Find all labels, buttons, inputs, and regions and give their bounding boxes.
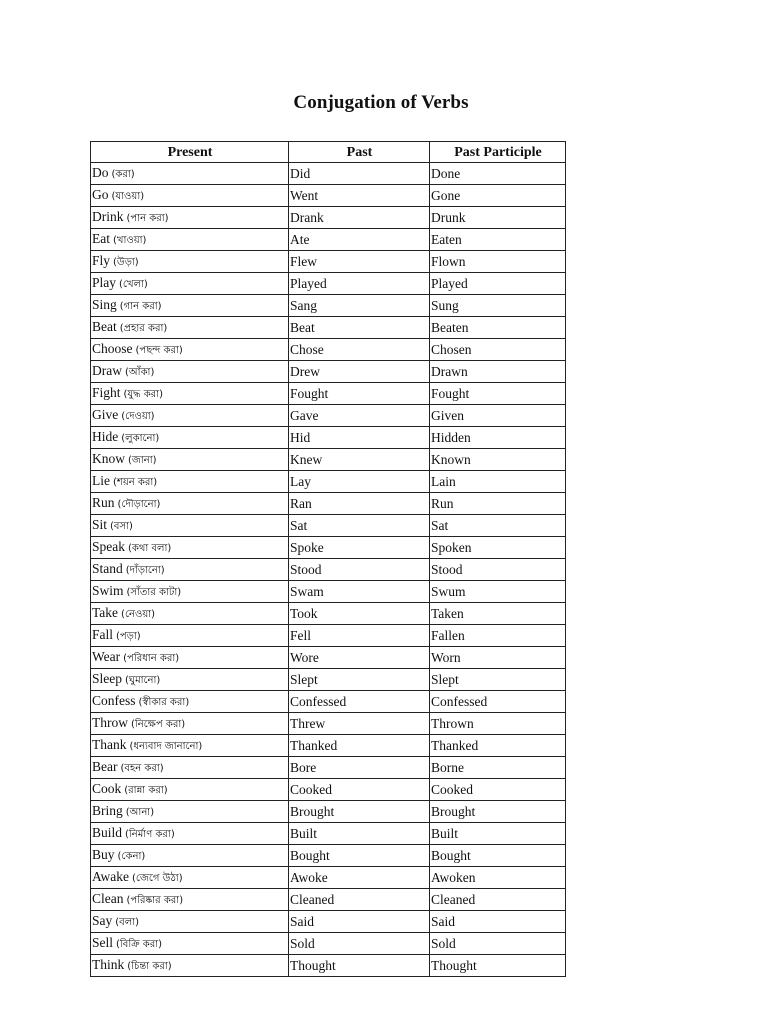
- present-verb: Know: [92, 451, 125, 466]
- present-cell: [91, 339, 289, 361]
- present-cell: [91, 713, 289, 735]
- bengali-meaning: (নির্মাণ করা): [125, 829, 175, 840]
- present-verb: Throw: [92, 715, 128, 730]
- present-cell: [91, 823, 289, 845]
- past-participle-cell: Borne: [430, 757, 566, 779]
- past-participle-cell: Thrown: [430, 713, 566, 735]
- present-verb: Say: [92, 913, 113, 928]
- bengali-meaning: (কেনা): [117, 851, 146, 862]
- present-cell: [91, 625, 289, 647]
- bengali-meaning: (বিক্রি করা): [116, 939, 163, 950]
- table-row: [91, 295, 566, 317]
- present-verb: Fall: [92, 627, 114, 642]
- bengali-meaning: (উড়া): [113, 257, 139, 268]
- past-participle-cell: Said: [430, 911, 566, 933]
- past-cell: Hid: [289, 427, 430, 449]
- present-verb: Confess: [92, 693, 136, 708]
- past-cell: Drew: [289, 361, 430, 383]
- present-verb: Do: [92, 165, 109, 180]
- past-cell: Sat: [289, 515, 430, 537]
- table-row: [91, 207, 566, 229]
- past-cell: Took: [289, 603, 430, 625]
- past-cell: Bought: [289, 845, 430, 867]
- table-row: [91, 625, 566, 647]
- table-row: [91, 339, 566, 361]
- bengali-meaning: (ধন্যবাদ জানানো): [129, 741, 203, 752]
- present-cell: [91, 757, 289, 779]
- past-cell: Chose: [289, 339, 430, 361]
- past-cell: Ran: [289, 493, 430, 515]
- present-verb: Bear: [92, 759, 118, 774]
- past-cell: Threw: [289, 713, 430, 735]
- present-cell: [91, 273, 289, 295]
- past-cell: Awoke: [289, 867, 430, 889]
- past-cell: Spoke: [289, 537, 430, 559]
- present-verb: Think: [92, 957, 125, 972]
- present-cell: [91, 493, 289, 515]
- table-row: [91, 713, 566, 735]
- bengali-meaning: (খাওয়া): [113, 235, 147, 246]
- past-cell: Fell: [289, 625, 430, 647]
- present-cell: [91, 427, 289, 449]
- bengali-meaning: (পরিধান করা): [123, 653, 180, 664]
- present-verb: Hide: [92, 429, 119, 444]
- present-cell: [91, 383, 289, 405]
- past-participle-cell: Taken: [430, 603, 566, 625]
- present-verb: Awake: [92, 869, 129, 884]
- present-verb: Eat: [92, 231, 110, 246]
- bengali-meaning: (খেলা): [119, 279, 148, 290]
- past-cell: Flew: [289, 251, 430, 273]
- table-row: [91, 273, 566, 295]
- table-row: [91, 867, 566, 889]
- past-cell: Thanked: [289, 735, 430, 757]
- bengali-meaning: (গান করা): [119, 301, 162, 312]
- past-participle-cell: Sung: [430, 295, 566, 317]
- present-verb: Sit: [92, 517, 108, 532]
- present-cell: [91, 735, 289, 757]
- present-cell: [91, 911, 289, 933]
- past-cell: Cleaned: [289, 889, 430, 911]
- past-cell: Cooked: [289, 779, 430, 801]
- past-cell: Slept: [289, 669, 430, 691]
- bengali-meaning: (চিন্তা করা): [127, 961, 172, 972]
- past-participle-cell: Known: [430, 449, 566, 471]
- present-verb: Give: [92, 407, 119, 422]
- present-verb: Lie: [92, 473, 110, 488]
- table-row: [91, 493, 566, 515]
- past-cell: Fought: [289, 383, 430, 405]
- present-verb: Cook: [92, 781, 122, 796]
- table-row: [91, 603, 566, 625]
- table-row: [91, 757, 566, 779]
- past-cell: Said: [289, 911, 430, 933]
- bengali-meaning: (পছন্দ করা): [135, 345, 183, 356]
- present-verb: Beat: [92, 319, 117, 334]
- table-row: [91, 779, 566, 801]
- past-participle-cell: Built: [430, 823, 566, 845]
- bengali-meaning: (আঁকা): [125, 367, 155, 378]
- table-row: [91, 801, 566, 823]
- present-verb: Clean: [92, 891, 124, 906]
- table-row: [91, 251, 566, 273]
- past-cell: Went: [289, 185, 430, 207]
- past-cell: Gave: [289, 405, 430, 427]
- present-cell: [91, 779, 289, 801]
- past-cell: Played: [289, 273, 430, 295]
- table-header-row: [91, 142, 566, 163]
- past-participle-cell: Played: [430, 273, 566, 295]
- present-cell: [91, 361, 289, 383]
- past-participle-cell: Thanked: [430, 735, 566, 757]
- table-row: [91, 559, 566, 581]
- page-title: Conjugation of Verbs: [293, 92, 469, 113]
- past-cell: Wore: [289, 647, 430, 669]
- table-row: [91, 647, 566, 669]
- present-verb: Draw: [92, 363, 122, 378]
- present-cell: [91, 955, 289, 977]
- table-row: [91, 889, 566, 911]
- table-row: [91, 163, 566, 185]
- past-participle-cell: Worn: [430, 647, 566, 669]
- bengali-meaning: (দাঁড়ানো): [125, 565, 165, 576]
- past-participle-cell: Eaten: [430, 229, 566, 251]
- present-cell: [91, 515, 289, 537]
- table-row: [91, 537, 566, 559]
- past-participle-cell: Thought: [430, 955, 566, 977]
- past-participle-cell: Brought: [430, 801, 566, 823]
- bengali-meaning: (যাওয়া): [111, 191, 145, 202]
- bengali-meaning: (পড়া): [116, 631, 141, 642]
- present-verb: Drink: [92, 209, 124, 224]
- past-cell: Drank: [289, 207, 430, 229]
- table-row: [91, 823, 566, 845]
- past-cell: Thought: [289, 955, 430, 977]
- bengali-meaning: (প্রহার করা): [119, 323, 168, 334]
- table-row: [91, 735, 566, 757]
- past-cell: Sold: [289, 933, 430, 955]
- past-participle-cell: Drawn: [430, 361, 566, 383]
- present-cell: [91, 669, 289, 691]
- bengali-meaning: (করা): [111, 169, 135, 180]
- past-participle-cell: Fought: [430, 383, 566, 405]
- present-cell: [91, 889, 289, 911]
- past-cell: Swam: [289, 581, 430, 603]
- present-verb: Take: [92, 605, 119, 620]
- past-cell: Bore: [289, 757, 430, 779]
- present-verb: Sing: [92, 297, 117, 312]
- past-participle-cell: Hidden: [430, 427, 566, 449]
- bengali-meaning: (নেওয়া): [121, 609, 156, 620]
- table-row: [91, 361, 566, 383]
- past-participle-cell: Swum: [430, 581, 566, 603]
- present-cell: [91, 207, 289, 229]
- table-row: [91, 185, 566, 207]
- bengali-meaning: (জানা): [128, 455, 157, 466]
- past-participle-cell: Bought: [430, 845, 566, 867]
- bengali-meaning: (পান করা): [126, 213, 169, 224]
- past-cell: Beat: [289, 317, 430, 339]
- present-cell: [91, 603, 289, 625]
- present-verb: Build: [92, 825, 123, 840]
- present-verb: Speak: [92, 539, 125, 554]
- bengali-meaning: (কথা বলা): [128, 543, 172, 554]
- bengali-meaning: (যুদ্ধ করা): [123, 389, 163, 400]
- past-participle-cell: Flown: [430, 251, 566, 273]
- past-participle-cell: Stood: [430, 559, 566, 581]
- past-participle-cell: Sold: [430, 933, 566, 955]
- present-cell: [91, 185, 289, 207]
- bengali-meaning: (নিক্ষেপ করা): [131, 719, 186, 730]
- verb-conjugation-table: [90, 141, 566, 977]
- past-participle-cell: Given: [430, 405, 566, 427]
- present-verb: Sleep: [92, 671, 122, 686]
- bengali-meaning: (দেওয়া): [121, 411, 155, 422]
- table-row: [91, 581, 566, 603]
- present-verb: Sell: [92, 935, 114, 950]
- column-header-past: Past: [289, 142, 430, 163]
- present-cell: [91, 471, 289, 493]
- present-verb: Thank: [92, 737, 127, 752]
- present-cell: [91, 405, 289, 427]
- bengali-meaning: (বহন করা): [120, 763, 164, 774]
- past-participle-cell: Fallen: [430, 625, 566, 647]
- past-cell: Confessed: [289, 691, 430, 713]
- present-verb: Run: [92, 495, 115, 510]
- present-cell: [91, 251, 289, 273]
- bengali-meaning: (শয়ন করা): [113, 477, 158, 488]
- past-participle-cell: Beaten: [430, 317, 566, 339]
- present-verb: Stand: [92, 561, 123, 576]
- bengali-meaning: (লুকানো): [121, 433, 160, 444]
- present-verb: Wear: [92, 649, 121, 664]
- table-row: [91, 933, 566, 955]
- bengali-meaning: (ঘুমানো): [125, 675, 161, 686]
- table-row: [91, 669, 566, 691]
- bengali-meaning: (আনা): [125, 807, 155, 818]
- table-row: [91, 229, 566, 251]
- table-row: [91, 427, 566, 449]
- past-cell: Stood: [289, 559, 430, 581]
- column-header-past-participle: Past Participle: [430, 142, 566, 163]
- present-cell: [91, 691, 289, 713]
- past-participle-cell: Spoken: [430, 537, 566, 559]
- past-cell: Ate: [289, 229, 430, 251]
- table-row: [91, 471, 566, 493]
- past-cell: Did: [289, 163, 430, 185]
- table-row: [91, 383, 566, 405]
- past-participle-cell: Slept: [430, 669, 566, 691]
- present-cell: [91, 449, 289, 471]
- bengali-meaning: (জেগে উঠা): [132, 873, 183, 884]
- present-verb: Go: [92, 187, 109, 202]
- table-row: [91, 911, 566, 933]
- past-participle-cell: Cooked: [430, 779, 566, 801]
- past-participle-cell: Gone: [430, 185, 566, 207]
- past-cell: Built: [289, 823, 430, 845]
- past-cell: Knew: [289, 449, 430, 471]
- present-cell: [91, 229, 289, 251]
- past-participle-cell: Drunk: [430, 207, 566, 229]
- table-row: [91, 845, 566, 867]
- present-cell: [91, 317, 289, 339]
- present-cell: [91, 581, 289, 603]
- past-participle-cell: Sat: [430, 515, 566, 537]
- past-participle-cell: Awoken: [430, 867, 566, 889]
- past-participle-cell: Run: [430, 493, 566, 515]
- bengali-meaning: (দৌড়ানো): [117, 499, 161, 510]
- present-verb: Buy: [92, 847, 115, 862]
- present-cell: [91, 537, 289, 559]
- past-participle-cell: Chosen: [430, 339, 566, 361]
- past-participle-cell: Lain: [430, 471, 566, 493]
- past-participle-cell: Done: [430, 163, 566, 185]
- present-cell: [91, 559, 289, 581]
- present-verb: Swim: [92, 583, 124, 598]
- bengali-meaning: (বলা): [115, 917, 139, 928]
- table-row: [91, 449, 566, 471]
- bengali-meaning: (বসা): [110, 521, 133, 532]
- present-verb: Fly: [92, 253, 111, 268]
- present-verb: Fight: [92, 385, 121, 400]
- present-cell: [91, 845, 289, 867]
- past-cell: Lay: [289, 471, 430, 493]
- bengali-meaning: (স্বীকার করা): [138, 697, 190, 708]
- present-cell: [91, 163, 289, 185]
- table-row: [91, 317, 566, 339]
- past-participle-cell: Confessed: [430, 691, 566, 713]
- past-participle-cell: Cleaned: [430, 889, 566, 911]
- table-body: [91, 163, 566, 977]
- present-verb: Play: [92, 275, 117, 290]
- table-row: [91, 405, 566, 427]
- present-cell: [91, 867, 289, 889]
- present-cell: [91, 933, 289, 955]
- present-cell: [91, 295, 289, 317]
- present-verb: Bring: [92, 803, 123, 818]
- bengali-meaning: (সাঁতার কাটা): [126, 587, 182, 598]
- bengali-meaning: (পরিষ্কার করা): [126, 895, 184, 906]
- past-cell: Brought: [289, 801, 430, 823]
- column-header-present: Present: [91, 142, 289, 163]
- table-row: [91, 515, 566, 537]
- present-cell: [91, 647, 289, 669]
- past-cell: Sang: [289, 295, 430, 317]
- present-cell: [91, 801, 289, 823]
- table-row: [91, 955, 566, 977]
- bengali-meaning: (রান্না করা): [124, 785, 168, 796]
- present-verb: Choose: [92, 341, 133, 356]
- table-row: [91, 691, 566, 713]
